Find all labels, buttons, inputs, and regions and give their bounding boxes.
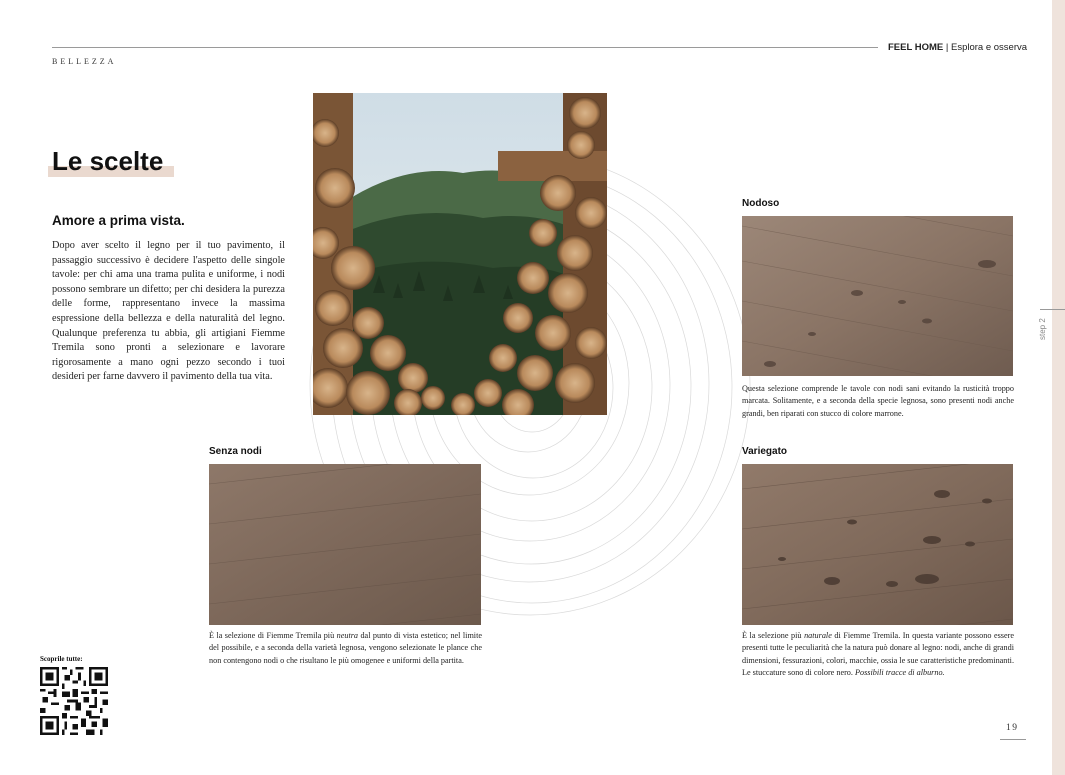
step-label: step 2 (1038, 318, 1047, 340)
header-rule (52, 47, 878, 48)
page-number: 19 (1006, 723, 1019, 733)
nodoso-description: Questa selezione comprende le tavole con nodi sani evitando la rusticità troppo marcata. Solitamente, e a seconda della specie legnosa, sono presenti nodi anche grandi, ben riparati con stucco di colore marrone. (742, 384, 1014, 418)
header-separator: | (943, 42, 951, 53)
variegato-desc-a: È la selezione più (742, 631, 805, 640)
senza-nodi-description (209, 630, 482, 667)
step-rule (1040, 309, 1065, 310)
senza-nodi-desc-a: È la selezione di Fiemme Tremila più (209, 631, 337, 640)
logs-photo (313, 93, 607, 415)
header-tagline: Esplora e osserva (951, 42, 1028, 53)
variegato-wood-image (742, 464, 1013, 625)
intro-text: Dopo aver scelto il legno per il tuo pavimento, il passaggio successivo è decidere l'aspetto delle singole tavole: per chi ama una trama pulita e uniforme, i nodi possono sembrare un difetto; per chi desidera la purezza delle forme, rappresentano invece la massima espressione della bellezza e della naturalità del legno. Qualunque preferenza tu abbia, gli artigiani Fiemme Tremila sono pronti a selezionare e lavorare rigorosamente a mano ogni pezzo secondo i tuoi desideri per farne davvero il pavimento della tua vita. (52, 240, 285, 383)
senza-nodi-desc-b: dal punto di vista estetico; nel limite del possibile, e a seconda della varietà legnosa, vengono selezionate le plance che non contengono nodi o che risultano le più omogenee e uniformi della partita. (209, 631, 482, 665)
subtitle: Amore a prima vista. (52, 213, 185, 228)
senza-nodi-title: Senza nodi (209, 446, 262, 457)
variegato-desc-em: naturale (804, 631, 832, 640)
page-title: Le scelte (52, 146, 164, 176)
qr-code-icon[interactable] (40, 667, 108, 735)
variegato-desc-b: di Fiemme Tremila. In questa variante possono essere presenti tutte le peculiarità che la natura può donare al legno: nodi, anche di grandi dimensioni, fessurazioni, colori, macchie, ossia le sue caratteristiche predominanti. Le stuccature sono di colore nero. (742, 631, 1014, 678)
variegato-title: Variegato (742, 446, 788, 457)
nodoso-wood-image (742, 216, 1013, 376)
variegato-description (742, 630, 1014, 680)
side-strip (1052, 0, 1065, 775)
title-block (48, 146, 163, 177)
page-number-rule (1000, 739, 1026, 740)
senza-nodi-desc-em: neutra (336, 631, 359, 640)
section-label: BELLEZZA (52, 57, 117, 66)
nodoso-title: Nodoso (742, 198, 780, 209)
qr-label: Scoprile tutte: (40, 655, 83, 663)
brand-name: FEEL HOME (888, 42, 944, 53)
variegato-desc-em2: Possibili tracce di alburno. (855, 668, 945, 678)
senza-nodi-wood-image (209, 464, 481, 625)
header-brand (888, 42, 1027, 53)
